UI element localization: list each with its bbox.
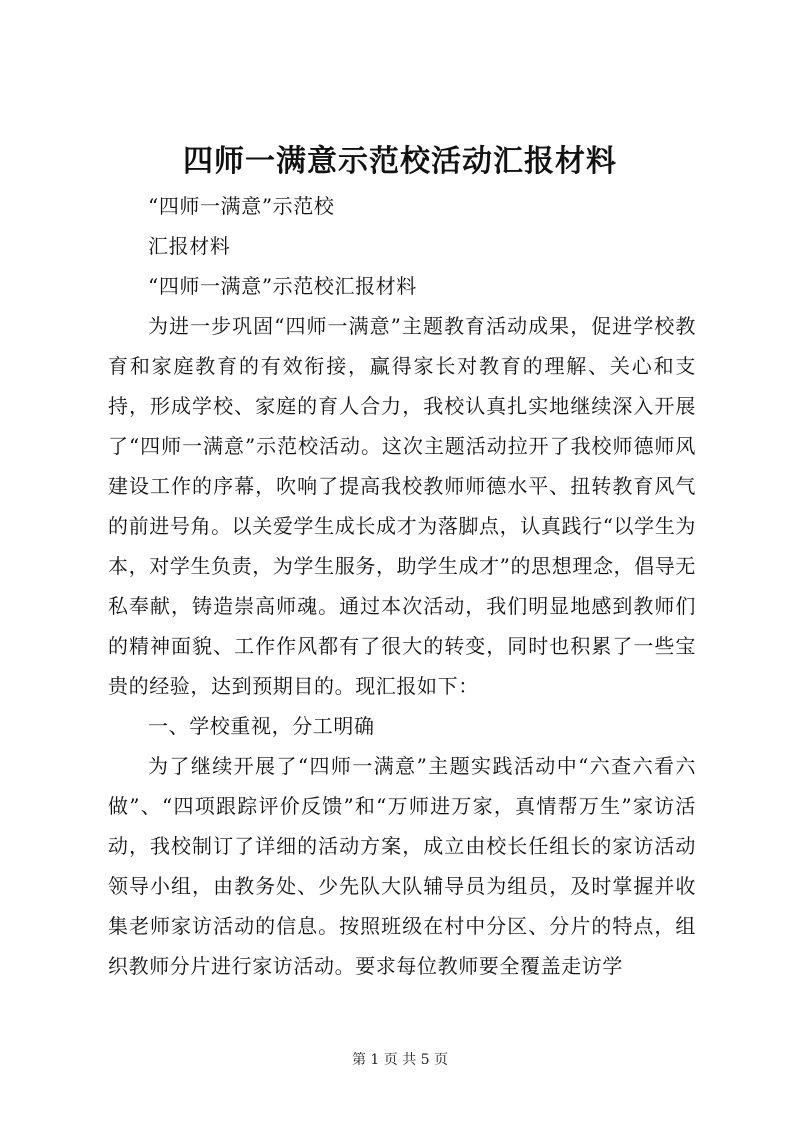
document-title: 四师一满意示范校活动汇报材料 <box>183 144 617 179</box>
paragraph-subtitle-line-1: “四师一满意”示范校 <box>148 194 335 218</box>
paragraph-subtitle-line-2: 汇报材料 <box>148 234 231 258</box>
paragraph-introduction: 为进一步巩固“四师一满意”主题教育活动成果，促进学校教育和家庭教育的有效衔接，赢得家长对教育的理解、关心和支持，形成学校、家庭的育人合力，我校认真扎实地继续深入开展了“四师一满意”示范校活动。这次主题活动拉开了我校师德师风建设工作的序幕，吹响了提高我校教师师德水平、扭转教育风气的前进号角。以关爱学生成长成才为落脚点，认真践行“以学生为本，对学生负责，为学生服务，助学生成才”的思想理念，倡导无私奉献，铸造崇高师魂。通过本次活动，我们明显地感到教师们的精神面貌、工作作风都有了很大的转变，同时也积累了一些宝贵的经验，达到预期目的。现汇报如下： <box>108 314 696 698</box>
page-footer: 第 1 页 共 5 页 <box>351 1052 449 1068</box>
section-heading-1: 一、学校重视，分工明确 <box>148 714 375 738</box>
document-body <box>108 186 696 986</box>
paragraph-subtitle-line-3: “四师一满意”示范校汇报材料 <box>148 274 417 298</box>
paragraph-section-1: 为了继续开展了“四师一满意”主题实践活动中“六查六看六做”、“四项跟踪评价反馈”和“万师进万家，真情帮万生”家访活动，我校制订了详细的活动方案，成立由校长任组长的家访活动领导小组，由教务处、少先队大队辅导员为组员，及时掌握并收集老师家访活动的信息。按照班级在村中分区、分片的特点，组织教师分片进行家访活动。要求每位教师要全覆盖走访学 <box>108 754 696 978</box>
